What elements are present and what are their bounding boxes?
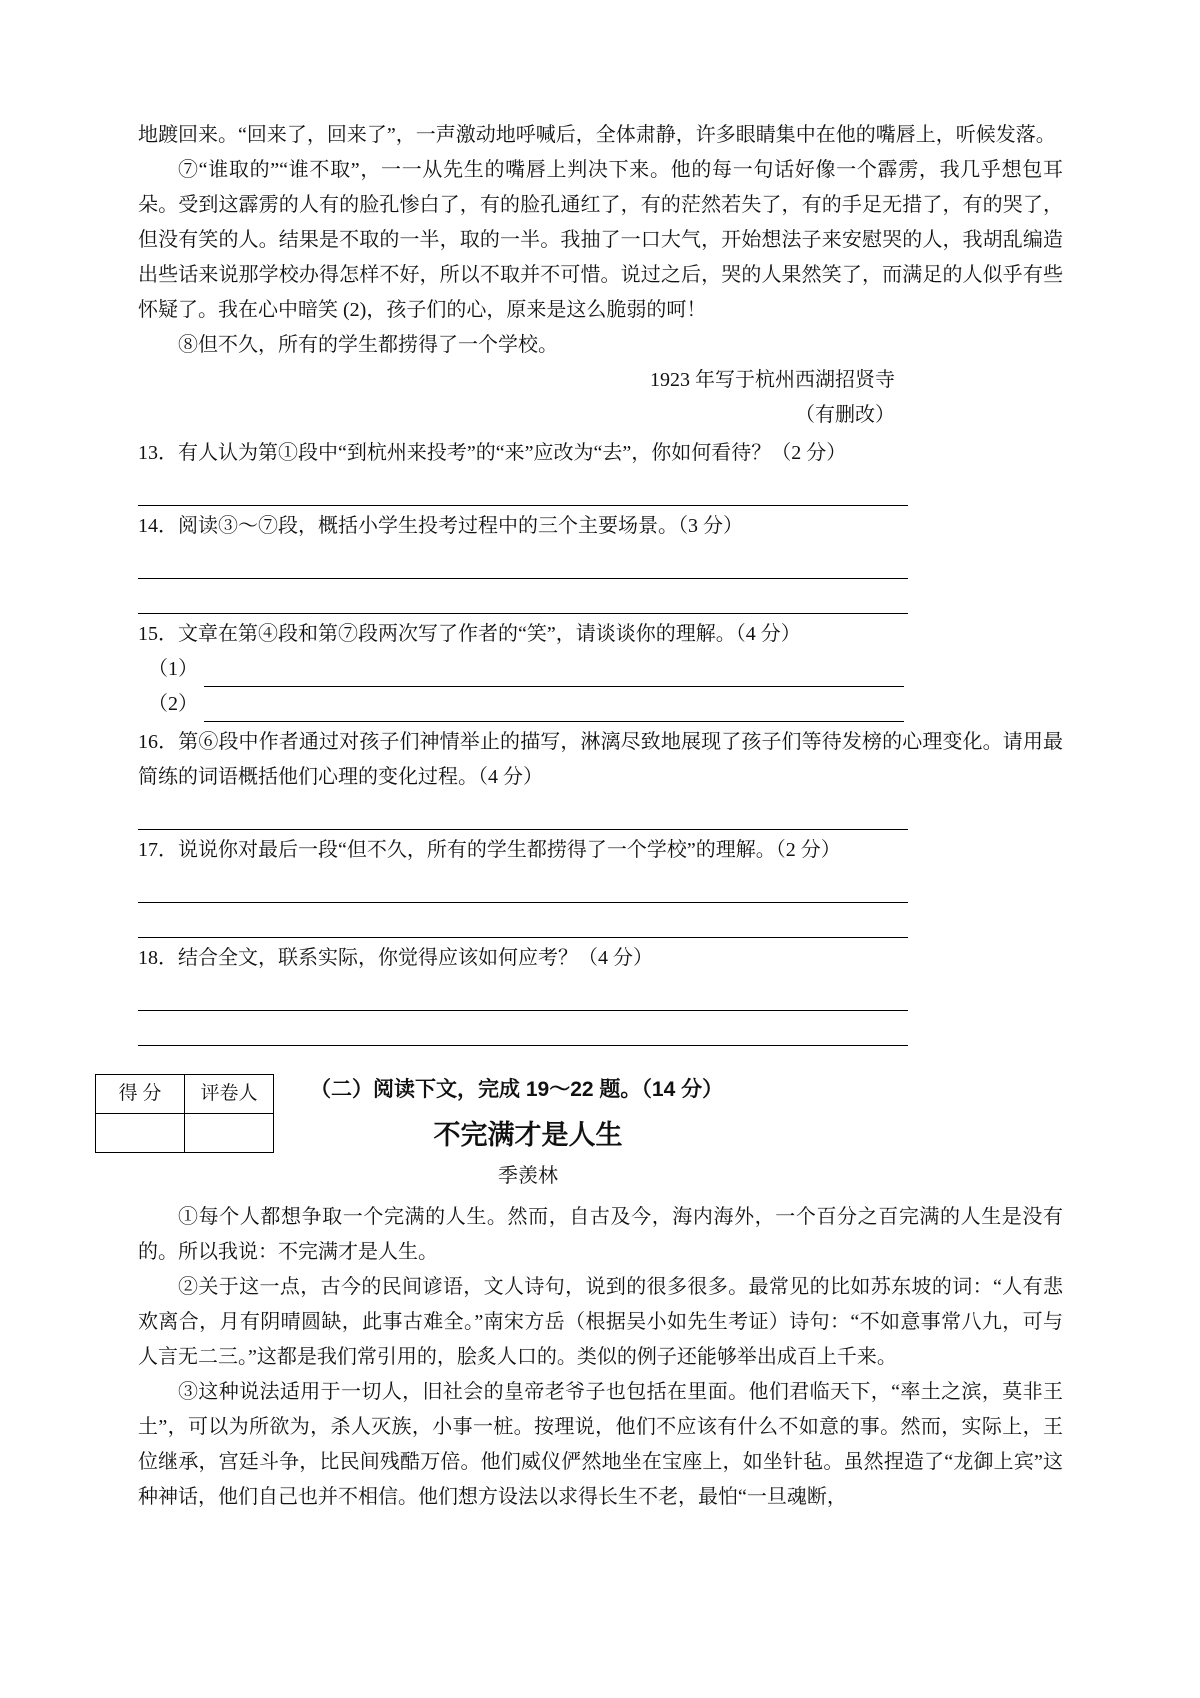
answer-line[interactable]: [138, 903, 908, 938]
labeled-answer-row: [138, 687, 1063, 722]
answer-line[interactable]: [204, 688, 904, 722]
question: [138, 941, 1063, 1046]
answer-line[interactable]: [138, 471, 908, 506]
labeled-answer-row: [138, 652, 1063, 687]
grader-value-cell[interactable]: [185, 1114, 274, 1153]
section-two: [118, 1072, 1063, 1515]
question: [138, 436, 1063, 506]
answer-label: （2）: [148, 693, 198, 715]
score-value-cell[interactable]: [96, 1114, 185, 1153]
question-text: 16．第⑥段中作者通过对孩子们神情举止的描写，淋漓尽致地展现了孩子们等待发榜的心理变化。请用最简练的词语概括他们心理的变化过程。（4 分）: [138, 731, 1063, 788]
essay-paragraph: ①每个人都想争取一个完满的人生。然而，自古及今，海内海外，一个百分之百完满的人生是没有的。所以我说：不完满才是人生。: [138, 1206, 1063, 1263]
answer-label: （1）: [148, 658, 198, 680]
questions-list: [138, 436, 1063, 1046]
answer-line[interactable]: [138, 544, 908, 579]
answer-line[interactable]: [138, 868, 908, 903]
passage-paragraph-7: ⑦“谁取的”“谁不取”，一一从先生的嘴唇上判决下来。他的每一句话好像一个霹雳，我几乎想包耳朵。受到这霹雳的人有的脸孔惨白了，有的脸孔通红了，有的茫然若失了，有的手足无措了，有的哭了，但没有笑的人。结果是不取的一半，取的一半。我抽了一口大气，开始想法子来安慰哭的人，我胡乱编造出些话来说那学校办得怎样不好，所以不取并不可惜。说过之后，哭的人果然笑了，而满足的人似乎有些怀疑了。我在心中暗笑 (2)，孩子们的心，原来是这么脆弱的呵！: [138, 159, 1063, 321]
passage-paragraph-8: ⑧但不久，所有的学生都捞得了一个学校。: [178, 334, 558, 356]
essay-title: 不完满才是人生: [433, 1120, 623, 1150]
essay-paragraph: ③这种说法适用于一切人，旧社会的皇帝老爷子也包括在里面。他们君临天下，“率土之滨，莫非王土”，可以为所欲为，杀人灭族，小事一桩。按理说，他们不应该有什么不如意的事。然而，实际上，王位继承，宫廷斗争，比民间残酷万倍。他们威仪俨然地坐在宝座上，如坐针毡。虽然捏造了“龙御上宾”这种神话，他们自己也并不相信。他们想方设法以求得长生不老，最怕“一旦魂断，: [138, 1381, 1063, 1508]
score-table: [95, 1074, 274, 1153]
passage-paragraph-continuation: 地踱回来。“回来了，回来了”，一声激动地呼喊后，全体肃静，许多眼睛集中在他的嘴唇上，听候发落。: [138, 124, 1056, 146]
section-two-header: [118, 1072, 1063, 1194]
question-text: 15．文章在第④段和第⑦段两次写了作者的“笑”，请谈谈你的理解。（4 分）: [138, 623, 801, 645]
question-text: 18．结合全文，联系实际，你觉得应该如何应考？（4 分）: [138, 947, 653, 969]
question: [138, 833, 1063, 938]
question-text: 14．阅读③～⑦段，概括小学生投考过程中的三个主要场景。（3 分）: [138, 515, 743, 537]
score-label: 得 分: [96, 1075, 185, 1114]
question: [138, 509, 1063, 614]
answer-line[interactable]: [138, 976, 908, 1011]
reading-passage: [138, 118, 1063, 433]
grader-label: 评卷人: [185, 1075, 274, 1114]
answer-line[interactable]: [204, 653, 904, 687]
essay-paragraph: ②关于这一点，古今的民间谚语，文人诗句，说到的很多很多。最常见的比如苏东坡的词：“人有悲欢离合，月有阴晴圆缺，此事古难全。”南宋方岳（根据吴小如先生考证）诗句：“不如意事常八九，可与人言无二三。”这都是我们常引用的，脍炙人口的。类似的例子还能够举出成百上千来。: [138, 1276, 1063, 1368]
passage-byline: 1923 年写于杭州西湖招贤寺: [650, 369, 895, 391]
answer-line[interactable]: [138, 579, 908, 614]
question-text: 13．有人认为第①段中“到杭州来投考”的“来”应改为“去”，你如何看待？（2 分）: [138, 442, 847, 464]
answer-line[interactable]: [138, 795, 908, 830]
essay-paragraphs: [138, 1200, 1063, 1515]
section-two-intro: （二）阅读下文，完成 19～22 题。（14 分）: [310, 1078, 724, 1101]
question: [138, 617, 1063, 722]
passage-edit-note: （有删改）: [795, 404, 895, 426]
question: [138, 725, 1063, 830]
answer-line[interactable]: [138, 1011, 908, 1046]
essay-author: 季羡林: [498, 1165, 558, 1187]
question-text: 17．说说你对最后一段“但不久，所有的学生都捞得了一个学校”的理解。（2 分）: [138, 839, 841, 861]
